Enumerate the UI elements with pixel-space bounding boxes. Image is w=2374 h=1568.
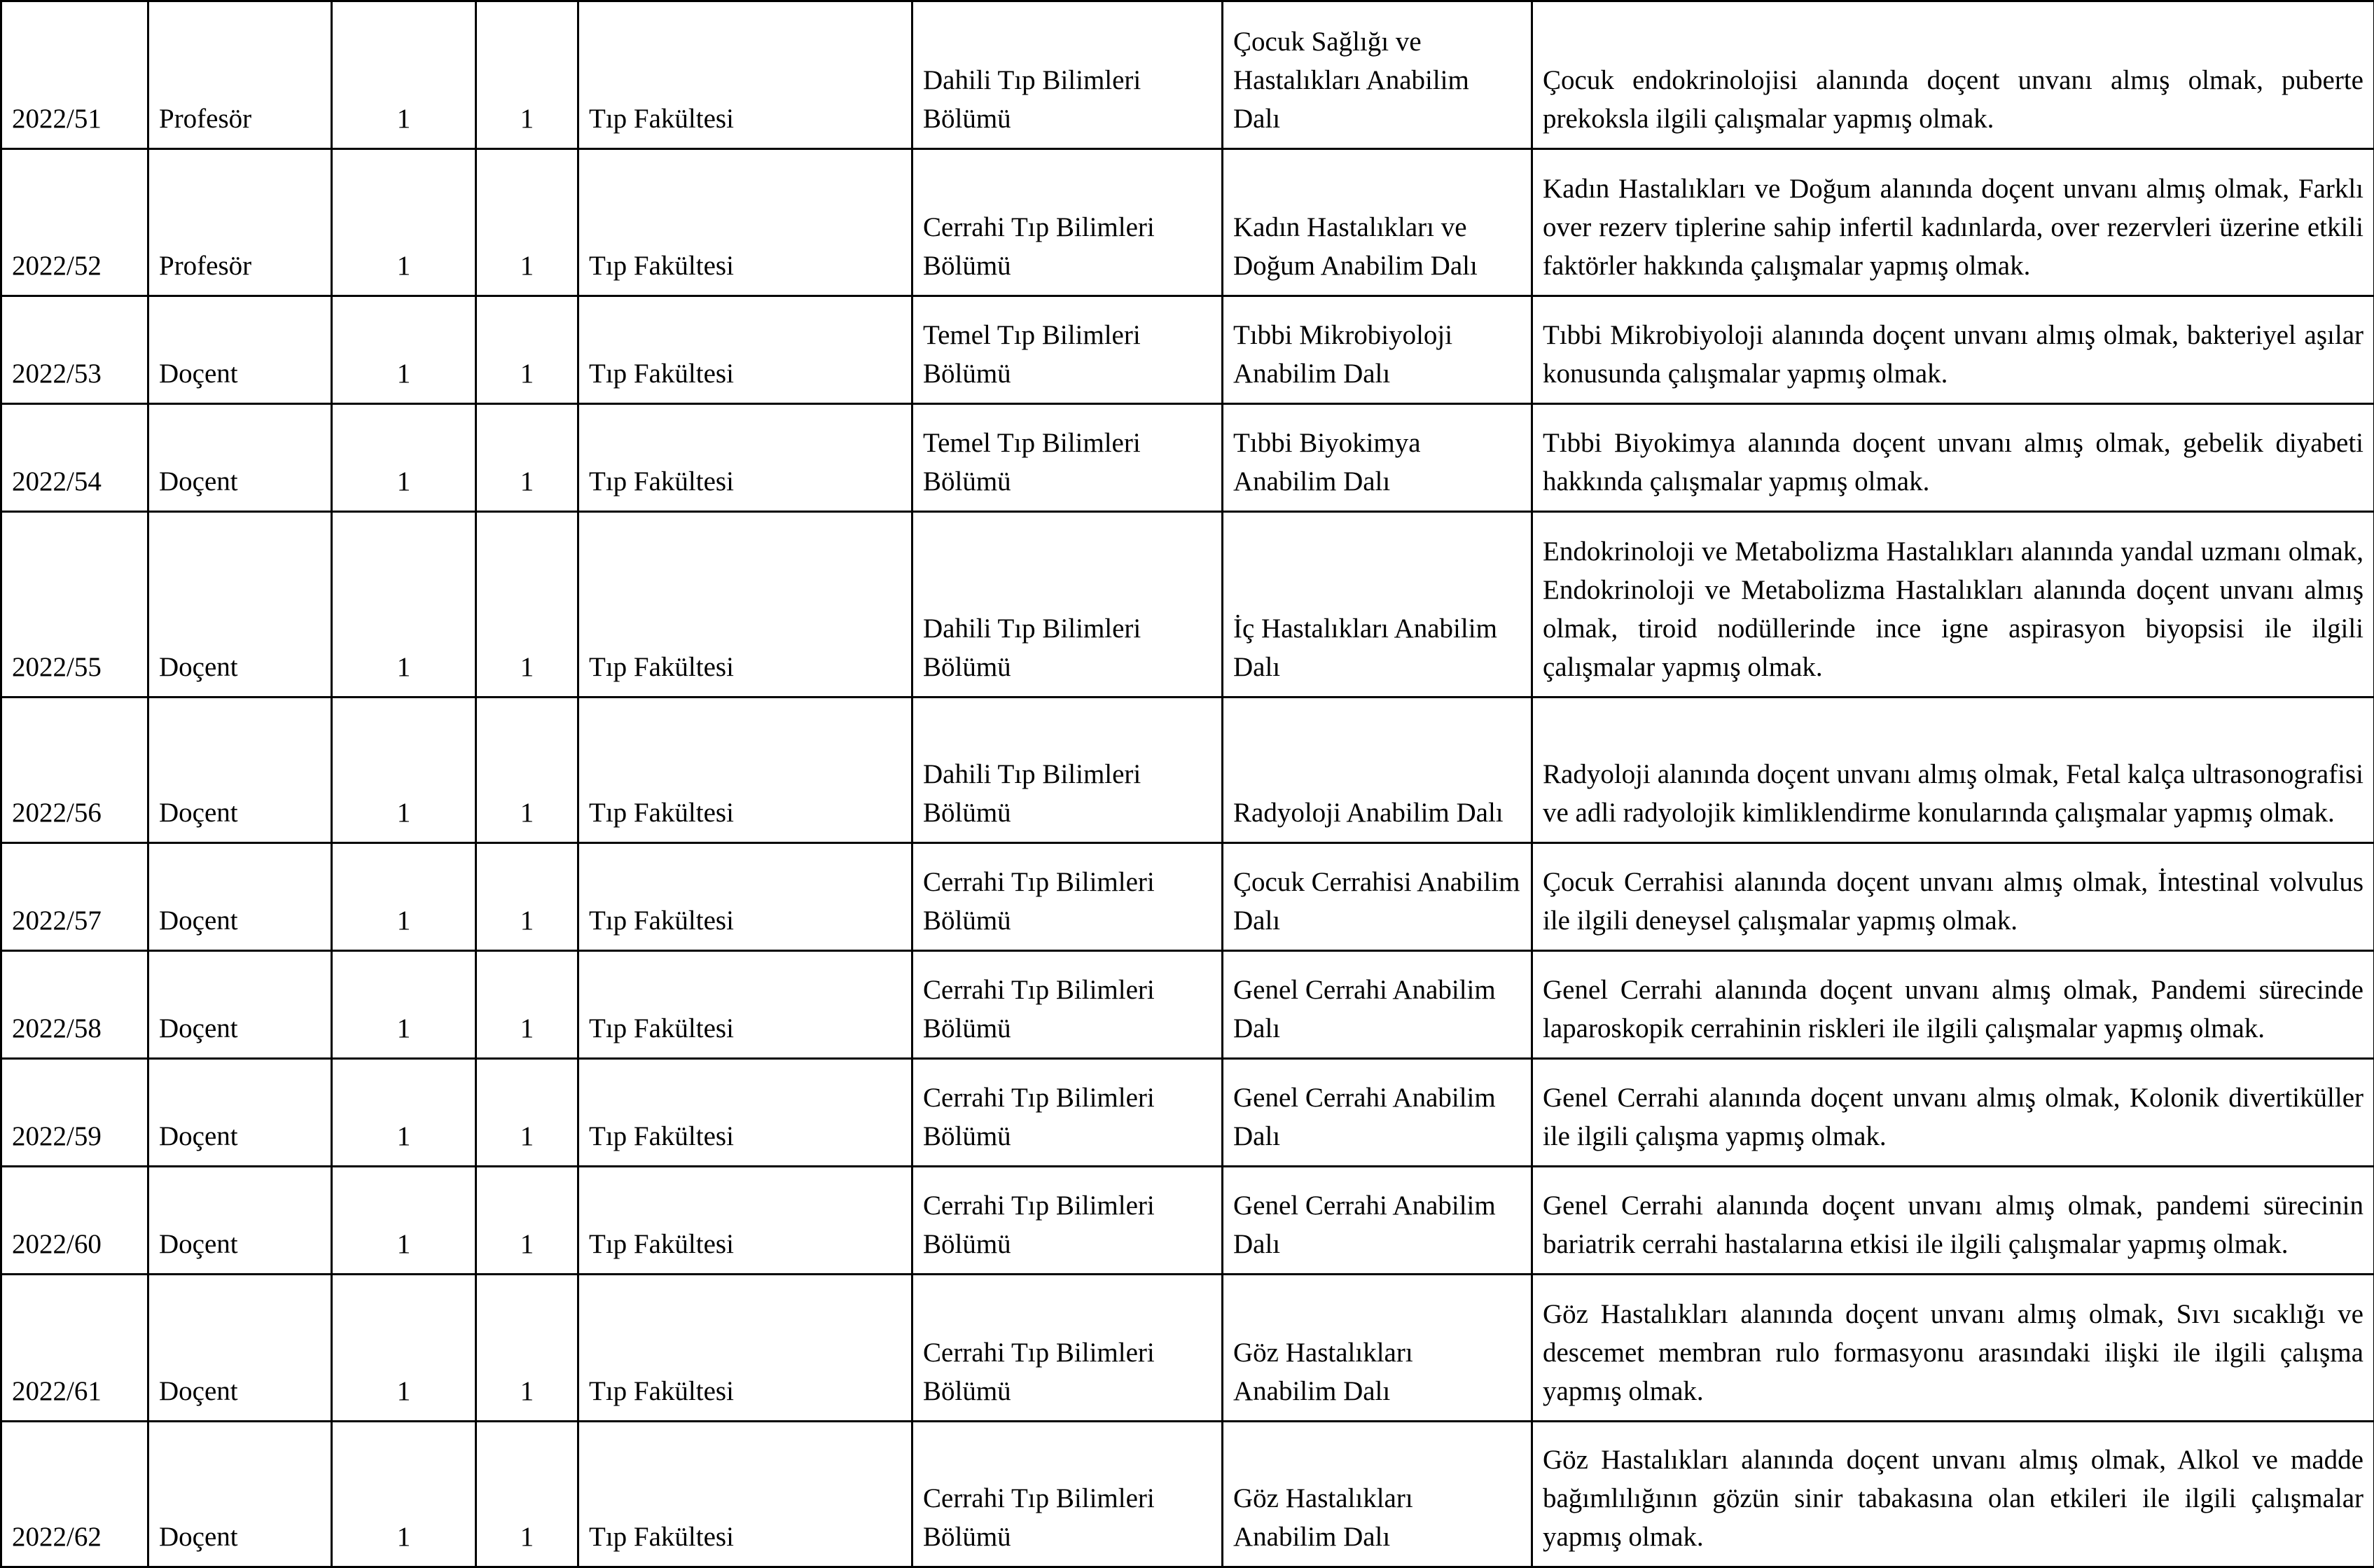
unvan: Doçent bbox=[148, 698, 332, 843]
aciklama: Tıbbi Mikrobiyoloji alanında doçent unvanı almış olmak, bakteriyel aşılar konusunda çalışmalar yapmış olmak. bbox=[1532, 296, 2374, 404]
table-row bbox=[1, 1167, 2374, 1275]
unvan: Doçent bbox=[148, 296, 332, 404]
table-row bbox=[1, 1059, 2374, 1167]
birim: Tıp Fakültesi bbox=[578, 149, 912, 296]
anabilim-dali: Genel Cerrahi Anabilim Dalı bbox=[1223, 1059, 1532, 1167]
table-row bbox=[1, 149, 2374, 296]
ilan-no: 2022/55 bbox=[1, 512, 148, 698]
ilan-no: 2022/57 bbox=[1, 843, 148, 951]
ilan-no: 2022/58 bbox=[1, 951, 148, 1059]
derece: 1 bbox=[332, 512, 476, 698]
adet: 1 bbox=[476, 698, 578, 843]
derece: 1 bbox=[332, 843, 476, 951]
derece: 1 bbox=[332, 1, 476, 149]
table-row bbox=[1, 404, 2374, 512]
bolum: Dahili Tıp Bilimleri Bölümü bbox=[912, 512, 1223, 698]
bolum: Cerrahi Tıp Bilimleri Bölümü bbox=[912, 1059, 1223, 1167]
adet: 1 bbox=[476, 951, 578, 1059]
aciklama: Çocuk Cerrahisi alanında doçent unvanı almış olmak, İntestinal volvulus ile ilgili deneysel çalışmalar yapmış olmak. bbox=[1532, 843, 2374, 951]
table-row bbox=[1, 698, 2374, 843]
table-row bbox=[1, 296, 2374, 404]
birim: Tıp Fakültesi bbox=[578, 1059, 912, 1167]
anabilim-dali: Çocuk Sağlığı ve Hastalıkları Anabilim Dalı bbox=[1223, 1, 1532, 149]
derece: 1 bbox=[332, 1422, 476, 1567]
derece: 1 bbox=[332, 1059, 476, 1167]
derece: 1 bbox=[332, 1167, 476, 1275]
birim: Tıp Fakültesi bbox=[578, 1275, 912, 1422]
derece: 1 bbox=[332, 296, 476, 404]
ilan-no: 2022/62 bbox=[1, 1422, 148, 1567]
aciklama: Radyoloji alanında doçent unvanı almış olmak, Fetal kalça ultrasonografisi ve adli radyolojik kimliklendirme konularında çalışmalar yapmış olmak. bbox=[1532, 698, 2374, 843]
birim: Tıp Fakültesi bbox=[578, 843, 912, 951]
bolum: Cerrahi Tıp Bilimleri Bölümü bbox=[912, 951, 1223, 1059]
unvan: Doçent bbox=[148, 512, 332, 698]
anabilim-dali: Kadın Hastalıkları ve Doğum Anabilim Dalı bbox=[1223, 149, 1532, 296]
derece: 1 bbox=[332, 149, 476, 296]
table-row bbox=[1, 951, 2374, 1059]
aciklama: Göz Hastalıkları alanında doçent unvanı almış olmak, Sıvı sıcaklığı ve descemet membran rulo formasyonu arasındaki ilişki ile ilgili çalışma yapmış olmak. bbox=[1532, 1275, 2374, 1422]
birim: Tıp Fakültesi bbox=[578, 951, 912, 1059]
aciklama: Endokrinoloji ve Metabolizma Hastalıkları alanında yandal uzmanı olmak, Endokrinoloji ve Metabolizma Hastalıkları alanında doçent unvanı almış olmak, tiroid nodüllerinde ince igne aspirasyon biyopsisi ile ilgili çalışmalar yapmış olmak. bbox=[1532, 512, 2374, 698]
anabilim-dali: Tıbbi Biyokimya Anabilim Dalı bbox=[1223, 404, 1532, 512]
unvan: Doçent bbox=[148, 1167, 332, 1275]
bolum: Dahili Tıp Bilimleri Bölümü bbox=[912, 1, 1223, 149]
bolum: Temel Tıp Bilimleri Bölümü bbox=[912, 404, 1223, 512]
birim: Tıp Fakültesi bbox=[578, 698, 912, 843]
bolum: Cerrahi Tıp Bilimleri Bölümü bbox=[912, 1275, 1223, 1422]
unvan: Doçent bbox=[148, 1422, 332, 1567]
birim: Tıp Fakültesi bbox=[578, 1, 912, 149]
unvan: Doçent bbox=[148, 404, 332, 512]
bolum: Cerrahi Tıp Bilimleri Bölümü bbox=[912, 149, 1223, 296]
adet: 1 bbox=[476, 1059, 578, 1167]
adet: 1 bbox=[476, 404, 578, 512]
adet: 1 bbox=[476, 512, 578, 698]
ilan-no: 2022/51 bbox=[1, 1, 148, 149]
anabilim-dali: Genel Cerrahi Anabilim Dalı bbox=[1223, 951, 1532, 1059]
derece: 1 bbox=[332, 951, 476, 1059]
birim: Tıp Fakültesi bbox=[578, 1422, 912, 1567]
unvan: Doçent bbox=[148, 1059, 332, 1167]
anabilim-dali: Tıbbi Mikrobiyoloji Anabilim Dalı bbox=[1223, 296, 1532, 404]
anabilim-dali: Genel Cerrahi Anabilim Dalı bbox=[1223, 1167, 1532, 1275]
ilan-no: 2022/60 bbox=[1, 1167, 148, 1275]
derece: 1 bbox=[332, 404, 476, 512]
adet: 1 bbox=[476, 1422, 578, 1567]
birim: Tıp Fakültesi bbox=[578, 296, 912, 404]
unvan: Profesör bbox=[148, 1, 332, 149]
table-row bbox=[1, 1275, 2374, 1422]
adet: 1 bbox=[476, 1167, 578, 1275]
aciklama: Genel Cerrahi alanında doçent unvanı almış olmak, Pandemi sürecinde laparoskopik cerrahinin riskleri ile ilgili çalışmalar yapmış olmak. bbox=[1532, 951, 2374, 1059]
adet: 1 bbox=[476, 843, 578, 951]
unvan: Profesör bbox=[148, 149, 332, 296]
anabilim-dali: İç Hastalıkları Anabilim Dalı bbox=[1223, 512, 1532, 698]
ilan-no: 2022/59 bbox=[1, 1059, 148, 1167]
aciklama: Kadın Hastalıkları ve Doğum alanında doçent unvanı almış olmak, Farklı over rezerv tiplerine sahip infertil kadınlarda, over rezervleri üzerine etkili faktörler hakkında çalışmalar yapmış olmak. bbox=[1532, 149, 2374, 296]
table-row bbox=[1, 512, 2374, 698]
bolum: Temel Tıp Bilimleri Bölümü bbox=[912, 296, 1223, 404]
anabilim-dali: Çocuk Cerrahisi Anabilim Dalı bbox=[1223, 843, 1532, 951]
table-row bbox=[1, 1422, 2374, 1567]
aciklama: Çocuk endokrinolojisi alanında doçent unvanı almış olmak, puberte prekoksla ilgili çalışmalar yapmış olmak. bbox=[1532, 1, 2374, 149]
table-row bbox=[1, 1, 2374, 149]
aciklama: Tıbbi Biyokimya alanında doçent unvanı almış olmak, gebelik diyabeti hakkında çalışmalar yapmış olmak. bbox=[1532, 404, 2374, 512]
ilan-no: 2022/54 bbox=[1, 404, 148, 512]
bolum: Dahili Tıp Bilimleri Bölümü bbox=[912, 698, 1223, 843]
aciklama: Genel Cerrahi alanında doçent unvanı almış olmak, Kolonik divertiküller ile ilgili çalışma yapmış olmak. bbox=[1532, 1059, 2374, 1167]
derece: 1 bbox=[332, 698, 476, 843]
anabilim-dali: Göz Hastalıkları Anabilim Dalı bbox=[1223, 1422, 1532, 1567]
anabilim-dali: Radyoloji Anabilim Dalı bbox=[1223, 698, 1532, 843]
birim: Tıp Fakültesi bbox=[578, 404, 912, 512]
aciklama: Genel Cerrahi alanında doçent unvanı almış olmak, pandemi sürecinin bariatrik cerrahi hastalarına etkisi ile ilgili çalışmalar yapmış olmak. bbox=[1532, 1167, 2374, 1275]
birim: Tıp Fakültesi bbox=[578, 1167, 912, 1275]
bolum: Cerrahi Tıp Bilimleri Bölümü bbox=[912, 1167, 1223, 1275]
ilan-no: 2022/61 bbox=[1, 1275, 148, 1422]
ilan-no: 2022/53 bbox=[1, 296, 148, 404]
anabilim-dali: Göz Hastalıkları Anabilim Dalı bbox=[1223, 1275, 1532, 1422]
bolum: Cerrahi Tıp Bilimleri Bölümü bbox=[912, 1422, 1223, 1567]
unvan: Doçent bbox=[148, 1275, 332, 1422]
ilan-no: 2022/56 bbox=[1, 698, 148, 843]
table-row bbox=[1, 843, 2374, 951]
adet: 1 bbox=[476, 296, 578, 404]
birim: Tıp Fakültesi bbox=[578, 512, 912, 698]
unvan: Doçent bbox=[148, 843, 332, 951]
ilan-no: 2022/52 bbox=[1, 149, 148, 296]
bolum: Cerrahi Tıp Bilimleri Bölümü bbox=[912, 843, 1223, 951]
derece: 1 bbox=[332, 1275, 476, 1422]
unvan: Doçent bbox=[148, 951, 332, 1059]
adet: 1 bbox=[476, 1, 578, 149]
adet: 1 bbox=[476, 149, 578, 296]
aciklama: Göz Hastalıkları alanında doçent unvanı almış olmak, Alkol ve madde bağımlılığının gözün sinir tabakasına olan etkileri ile ilgili çalışmalar yapmış olmak. bbox=[1532, 1422, 2374, 1567]
adet: 1 bbox=[476, 1275, 578, 1422]
